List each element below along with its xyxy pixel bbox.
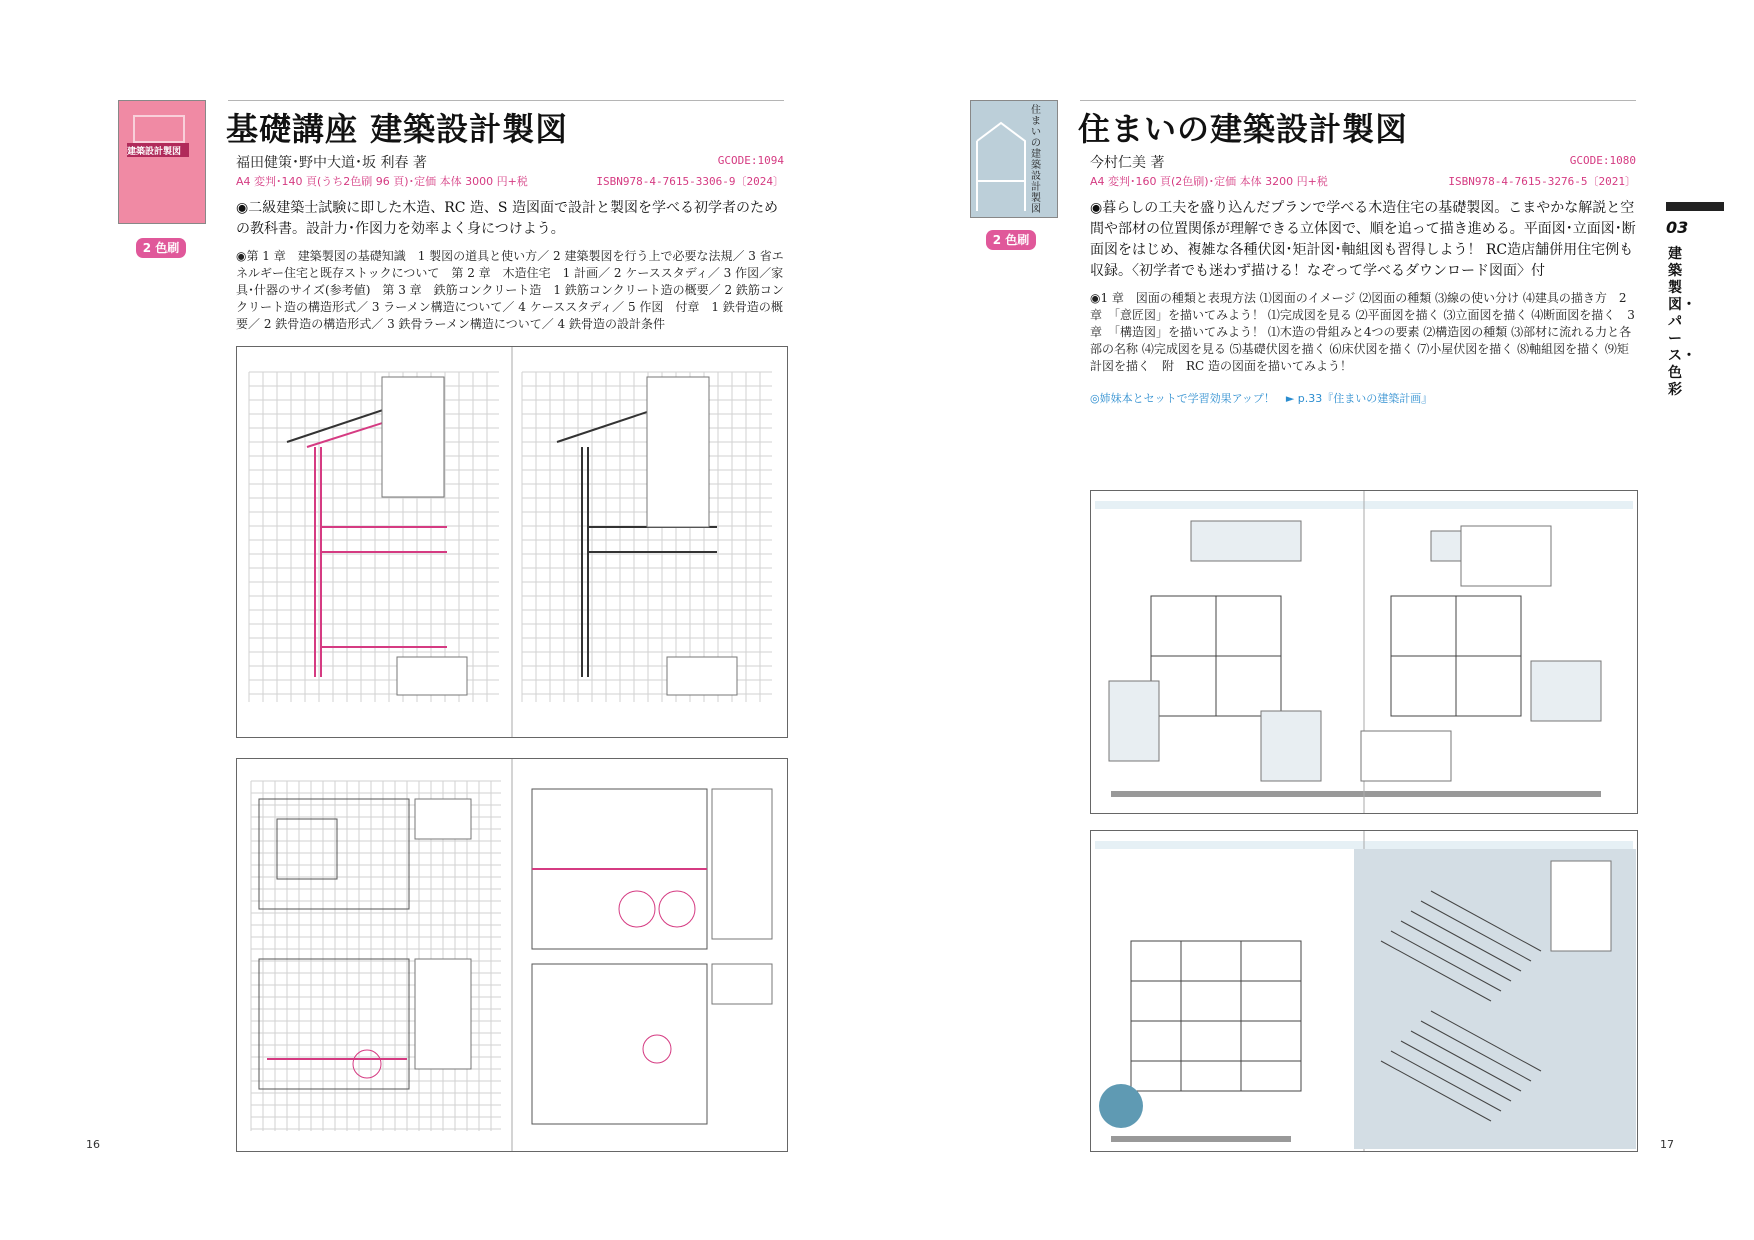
header-rule-right (1080, 100, 1636, 101)
two-color-badge-right: 2 色刷 (986, 230, 1036, 250)
book-title-right: 住まいの建築設計製図 (1078, 110, 1409, 148)
cover-graphic (133, 115, 185, 143)
chapter-label: 建築製図・パース・色彩 (1668, 246, 1696, 398)
book-author-left: 福田健策･野中大道･坂 利春 著 (236, 155, 427, 171)
sample-spread-right-2 (1090, 830, 1638, 1152)
gcode-right: GCODE:1080 (1569, 154, 1636, 167)
cover-title-left: 建築設計製図 (127, 147, 182, 157)
sample-spread-right-1 (1090, 490, 1638, 814)
header-rule-left (228, 100, 784, 101)
cover-title-right: 住まいの建築設計製図 (1031, 105, 1041, 215)
drawing-plans-right (1091, 491, 1637, 813)
isbn-right: ISBN978-4-7615-3276-5〔2021〕 (1448, 175, 1636, 188)
gcode-left: GCODE:1094 (717, 154, 784, 167)
book-description-right: ◉暮らしの工夫を盛り込んだプランで学べる木造住宅の基礎製図。こまやかな解説と空間や部材の位置関係が理解できる立体図で、順を追って描き進める。平面図･立面図･断面図をはじめ、複雑な各種伏図･矩計図･軸組図も習得しよう！ RC造店舗併用住宅例も収録。〈初学者でも迷わず描ける！なぞって学べるダウンロード図面〉付 (1090, 200, 1636, 279)
book-spec-left: A4 変判･140 頁(うち2色刷 96 頁)･定価 本体 3000 円+税 (236, 175, 528, 188)
chapter-number: 03 (1666, 218, 1689, 237)
drawing-plans-left (237, 759, 787, 1151)
chapter-tab-bar (1666, 202, 1724, 211)
drawing-framing-right (1091, 831, 1637, 1151)
page-number-right: 17 (1660, 1138, 1674, 1151)
drawing-section-left (237, 347, 787, 737)
book-cover-right (970, 100, 1058, 218)
book-author-right: 今村仁美 著 (1090, 155, 1165, 171)
book-toc-left: ◉第 1 章 建築製図の基礎知識 1 製図の道具と使い方／ 2 建築製図を行う上で必要な法規／ 3 省エネルギー住宅と既存ストックについて 第 2 章 木造住宅 1 計画／ 2 ケーススタディ／ 3 作図／家具･什器のサイズ(参考値) 第 3 章 鉄筋コンクリート造 1 鉄筋コンクリート造の概要／ 2 鉄筋コンクリート造の構造形式／ 3 ラーメン構造について／ 4 ケーススタディ／ 5 作図 付章 1 鉄骨造の概要／ 2 鉄骨造の構造形式／ 3 鉄骨ラーメン構造について／ 4 鉄骨造の設計条件 (236, 249, 784, 331)
page-number-left: 16 (86, 1138, 100, 1151)
sister-book-note: ◎姉妹本とセットで学習効果アップ！ ► p.33『住まいの建築計画』 (1090, 392, 1433, 405)
book-spec-right: A4 変判･160 頁(2色刷)･定価 本体 3200 円+税 (1090, 175, 1328, 188)
book-cover-left (118, 100, 206, 224)
book-title-left: 基礎講座 建築設計製図 (226, 110, 569, 148)
book-description-left: ◉二級建築士試験に即した木造、RC 造、S 造図面で設計と製図を学べる初学者のための教科書。設計力･作図力を効率よく身につけよう。 (236, 200, 778, 237)
sample-spread-left-2 (236, 758, 788, 1152)
sample-spread-left-1 (236, 346, 788, 738)
book-toc-right: ◉1 章 図面の種類と表現方法 ⑴図面のイメージ ⑵図面の種類 ⑶線の使い分け ⑷建具の描き方 2 章 「意匠図」を描いてみよう！ ⑴完成図を見る ⑵平面図を描く ⑶立面図を描く ⑷断面図を描く 3 章 「構造図」を描いてみよう！ ⑴木造の骨組みと4つの要素 ⑵構造図の種類 ⑶部材に流れる力と各部の名称 ⑷完成図を見る ⑸基礎伏図を描く ⑹床伏図を描く ⑺小屋伏図を描く ⑻軸組図を描く ⑼矩計図を描く 附 RC 造の図面を描いてみよう！ (1090, 291, 1635, 373)
two-color-badge-left: 2 色刷 (136, 238, 186, 258)
isbn-left: ISBN978-4-7615-3306-9〔2024〕 (596, 175, 784, 188)
